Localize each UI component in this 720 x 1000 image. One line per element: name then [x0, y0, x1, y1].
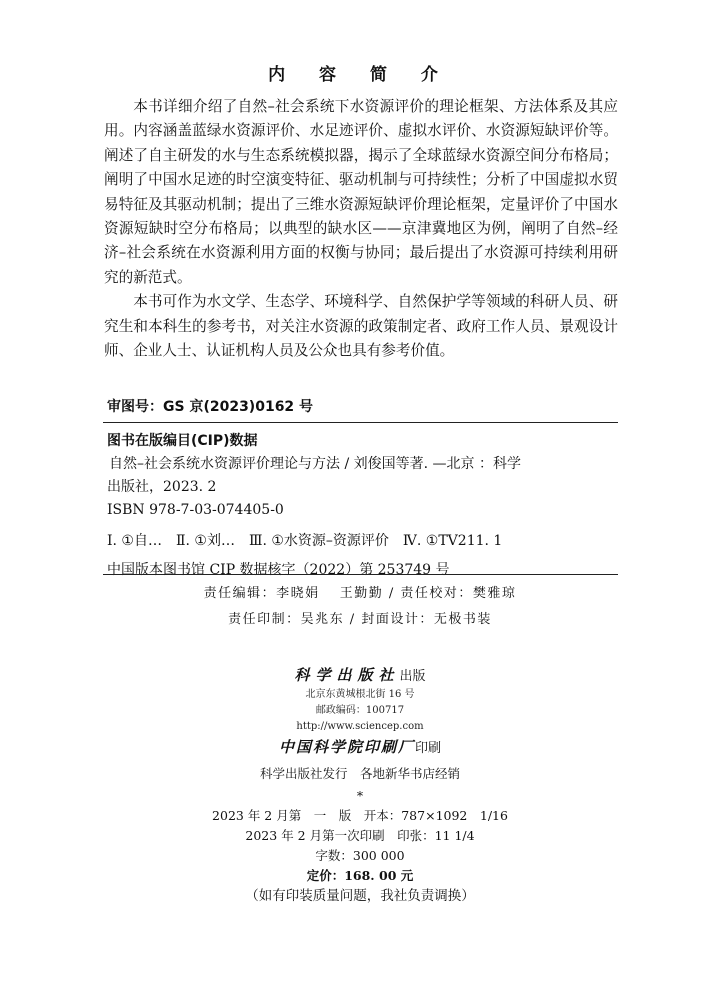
- editorial-credits: [0, 581, 720, 633]
- price: 定价：168. 00 元: [306, 868, 414, 883]
- printer-logo-text: 中国科学院印刷厂: [278, 738, 415, 756]
- imprint-details: [0, 764, 720, 906]
- publisher-block: [0, 664, 720, 735]
- publisher-suffix: 出版: [399, 669, 426, 684]
- cip-classification: Ⅰ. ①自… Ⅱ. ①刘… Ⅲ. ①水资源–资源评价 Ⅳ. ①TV211. 1: [107, 533, 503, 549]
- divider: [103, 574, 618, 575]
- summary-paragraph: 本书详细介绍了自然–社会系统下水资源评价的理论框架、方法体系及其应用。内容涵盖蓝绿水资源评价、水足迹评价、虚拟水评价、水资源短缺评价等。阐述了自主研发的水与生态系统模拟器，揭示了全球蓝绿水资源空间分布格局；阐明了中国水足迹的时空演变特征、驱动机制与可持续性；分析了中国虚拟水贸易特征及其驱动机制；提出了三维水资源短缺评价理论框架，定量评价了中国水资源短缺时空分布格局；以典型的缺水区——京津冀地区为例，阐明了自然–经济–社会系统在水资源利用方面的权衡与协同；最后提出了水资源可持续利用研究的新范式。: [104, 98, 618, 286]
- printer-block: [0, 736, 720, 757]
- divider: [103, 422, 618, 423]
- cip-data-block: [107, 430, 617, 582]
- cip-record-number: 中国版本图书馆 CIP 数据核字（2022）第 253749 号: [107, 562, 450, 578]
- printer-suffix: 印刷: [415, 741, 442, 756]
- cip-heading: 图书在版编目(CIP)数据: [107, 433, 258, 449]
- publisher-logo-text: 科学出版社: [294, 666, 400, 684]
- page-title: 内 容 简 介: [268, 65, 452, 85]
- publisher-url: http://www.sciencep.com: [296, 721, 424, 732]
- quality-notice: （如有印装质量问题，我社负责调换）: [245, 888, 475, 904]
- separator-star: *: [356, 788, 364, 803]
- cip-entry-line: 出版社，2023. 2: [107, 479, 217, 495]
- map-approval-number: 审图号：GS 京(2023)0162 号: [107, 399, 314, 415]
- credits-line: 责任编辑：李晓娟 王勤勤 / 责任校对：樊雅琼: [203, 586, 517, 601]
- distribution-line: 科学出版社发行 各地新华书店经销: [259, 766, 460, 781]
- cip-entry-line: 自然–社会系统水资源评价理论与方法 / 刘俊国等著. —北京 ：科学: [109, 456, 521, 472]
- edition-line: 2023 年 2 月第 一 版 开本：787×1092 1/16: [212, 808, 508, 823]
- word-count: 字数：300 000: [315, 848, 405, 863]
- publisher-address: 北京东黄城根北街 16 号: [305, 689, 415, 700]
- publisher-postcode: 邮政编码：100717: [315, 705, 405, 716]
- cip-isbn: ISBN 978-7-03-074405-0: [107, 502, 284, 518]
- credits-line: 责任印制：吴兆东 / 封面设计：无极书装: [228, 612, 492, 627]
- printing-line: 2023 年 2 月第一次印刷 印张：11 1/4: [245, 828, 475, 843]
- summary-paragraph: 本书可作为水文学、生态学、环境科学、自然保护学等领域的科研人员、研究生和本科生的参考书，对关注水资源的政策制定者、政府工作人员、景观设计师、企业人士、认证机构人员及公众也具有参考价值。: [104, 293, 618, 360]
- content-summary: [104, 95, 618, 363]
